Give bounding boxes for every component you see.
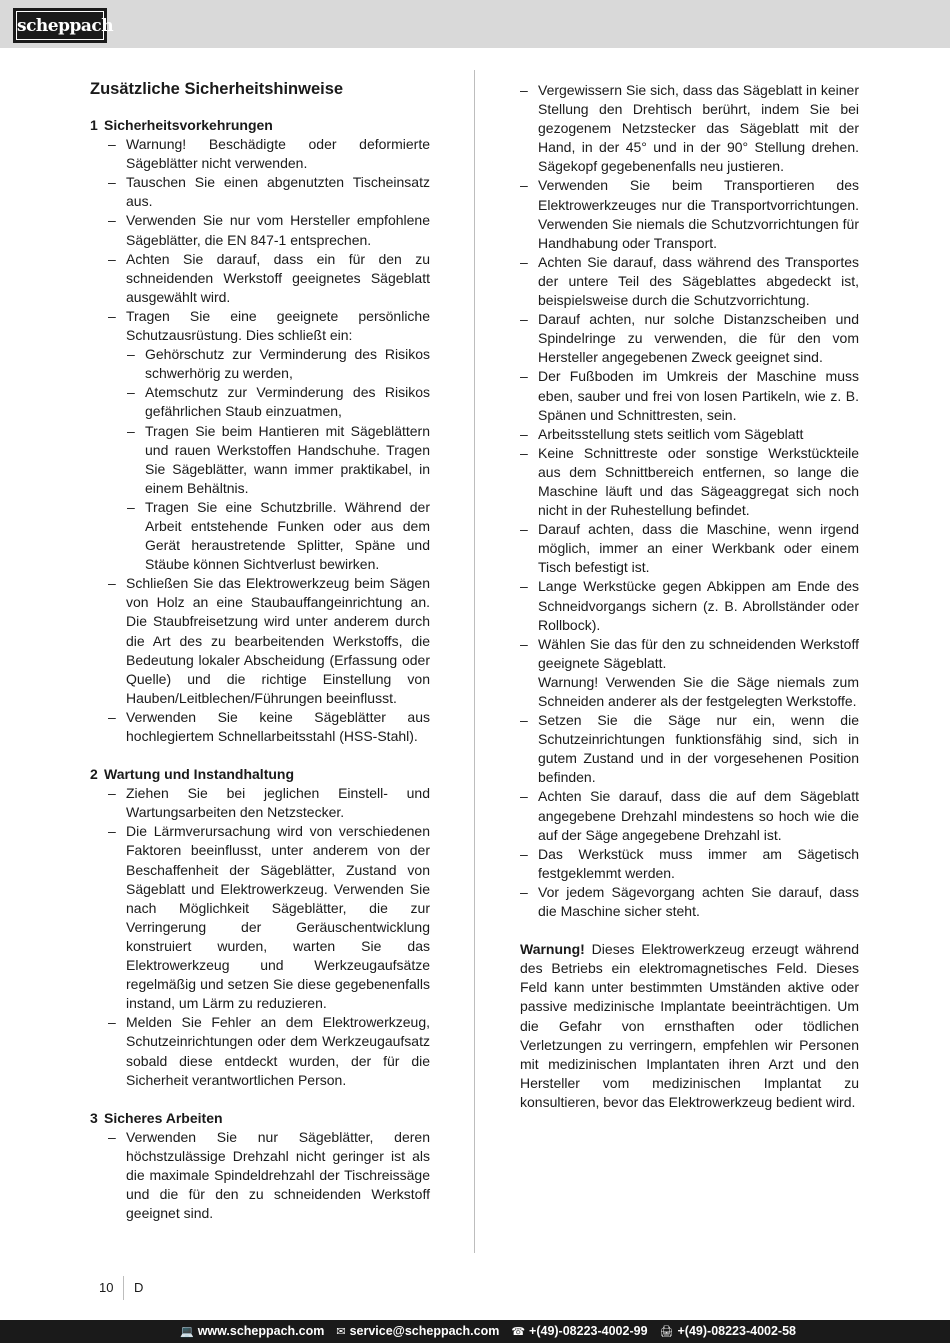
list-item	[90, 822, 430, 1013]
envelope-icon: ✉	[336, 1325, 346, 1338]
email-text: service@scheppach.com	[349, 1324, 500, 1338]
dash-bullet: –	[108, 174, 116, 191]
dash-bullet: –	[520, 883, 528, 900]
list-item	[520, 845, 859, 883]
phone-text: +(49)-08223-4002-99	[529, 1324, 648, 1338]
dash-bullet: –	[520, 425, 528, 442]
language-code: D	[134, 1280, 144, 1295]
section-title: Sicherheitsvorkehrungen	[104, 117, 273, 133]
list-item	[520, 81, 859, 176]
list-item-text: Die Lärmverursachung wird von verschiedenen Faktoren beeinflusst, unter anderem von der Beschaffenheit der Sägeblätter, Zustand von Sägeblatt und Elektrowerkzeug. Verwenden Sie nach Möglichkeit Sägeblätter, die zur Verringerung der Geräuschentwicklung konstruiert wurden, warten Sie das Elektrowerkzeug und Werkzeugaufsätze regelmäßig und setzen Sie diese gegebenenfalls instand, um Lärm zu reduzieren.	[126, 823, 430, 1012]
dash-bullet: –	[520, 82, 528, 98]
list-item	[90, 307, 430, 345]
sub-list-item	[90, 498, 430, 574]
section-number: 1	[90, 117, 98, 133]
list-item-text: Achten Sie darauf, dass während des Transportes der untere Teil des Sägeblattes abgedeckt ist, beispielsweise durch die Schutzvorrichtung.	[538, 253, 859, 309]
sub-list-item	[90, 345, 430, 383]
page-number: 10	[99, 1280, 114, 1295]
section	[90, 1109, 430, 1224]
footer-bar	[0, 1320, 950, 1343]
section	[90, 116, 430, 746]
dash-bullet: –	[520, 177, 528, 194]
footer-phone	[511, 1324, 647, 1338]
list-item	[520, 425, 859, 444]
section-heading	[90, 1109, 430, 1128]
dash-bullet: –	[108, 250, 116, 267]
section-heading	[90, 116, 430, 135]
list-item-text: Verwenden Sie beim Transportieren des Elektrowerkzeuges nur die Transportvorrichtungen. Verwenden Sie niemals die Schutzvorrichtungen für Handhabung oder Transport.	[538, 177, 859, 251]
sub-list-item	[90, 383, 430, 421]
dash-bullet: –	[108, 1128, 116, 1145]
dash-bullet: –	[520, 368, 528, 385]
dash-bullet: –	[108, 785, 116, 802]
list-item-text: Ziehen Sie bei jeglichen Einstell- und Wartungsarbeiten den Netzstecker.	[126, 785, 430, 821]
footer-email[interactable]	[336, 1324, 499, 1338]
list-item	[90, 173, 430, 211]
dash-bullet: –	[127, 346, 135, 363]
dash-bullet: –	[127, 384, 135, 401]
list-item	[90, 708, 430, 746]
dash-bullet: –	[520, 788, 528, 805]
list-item	[90, 211, 430, 249]
list-item	[520, 635, 859, 711]
sub-list-item	[90, 422, 430, 498]
list-item-text: Verwenden Sie nur Sägeblätter, deren höchstzulässige Drehzahl nicht geringer ist als die maximale Spindeldrehzahl der Tischreissäge und die für den zu schneidenden Werkstoff geeignet sind.	[126, 1128, 430, 1222]
section-heading	[90, 765, 430, 784]
dash-bullet: –	[520, 311, 528, 328]
dash-bullet: –	[108, 307, 116, 324]
dash-bullet: –	[520, 712, 528, 729]
list-item-text: Achten Sie darauf, dass ein für den zu schneidenden Werkstoff geeignetes Sägeblatt ausgewählt wird.	[126, 250, 430, 305]
list-item-text: Der Fußboden im Umkreis der Maschine muss eben, sauber und frei von losen Partikeln, wie z. B. Spänen und Schnittresten, sein.	[538, 368, 859, 423]
section-number: 3	[90, 1109, 98, 1126]
list-item	[90, 784, 430, 822]
dash-bullet: –	[108, 1014, 116, 1031]
dash-bullet: –	[127, 422, 135, 439]
list-item-text: Gehörschutz zur Verminderung des Risikos schwerhörig zu werden,	[145, 346, 430, 382]
warning-text: Dieses Elektrowerkzeug erzeugt während des Betriebs ein elektromagnetisches Feld. Dieses Feld kann unter bestimmten Umständen aktive oder passive medizinische Implantate beeinträchtigen. Um die Gefahr von ernsthaften oder tödlichen Verletzungen zu verringern, empfehlen wir Personen mit medizinischen Implantaten ihren Arzt und den Hersteller vom medizinischen Implantat zu konsultieren, bevor das Elektrowerkzeug bedient wird.	[520, 941, 859, 1110]
list-item-text: Schließen Sie das Elektrowerkzeug beim Sägen von Holz an eine Staubauffangeinrichtung an. Die Staubfreisetzung wird unter anderem durch die Art des zu bearbeitenden Werkstoffs, die Bedeutung lokaler Abscheidung (Erfassung oder Quelle) und die richtige Einstellung von Hauben/Leitblechen/Führungen beeinflusst.	[126, 575, 430, 706]
list-item	[90, 574, 430, 708]
list-item-text: Melden Sie Fehler an dem Elektrowerkzeug, Schutzeinrichtungen oder dem Werkzeugaufsatz sobald diese entdeckt wurden, der für die Sicherheit verantwortlichen Person.	[126, 1014, 430, 1088]
dash-bullet: –	[108, 708, 116, 725]
list-item-text: Tragen Sie eine Schutzbrille. Während der Arbeit entstehende Funken oder aus dem Gerät heraustretende Splitter, Späne und Stäube können Sichtverlust bewirken.	[145, 498, 430, 573]
list-item-text: Das Werkstück muss immer am Sägetisch festgeklemmt werden.	[538, 845, 859, 881]
left-column	[90, 78, 430, 1242]
dash-bullet: –	[108, 823, 116, 840]
footer-website[interactable]	[180, 1324, 324, 1338]
list-item	[520, 310, 859, 367]
page-title: Zusätzliche Sicherheitshinweise	[90, 80, 344, 98]
section-title: Sicheres Arbeiten	[104, 1109, 223, 1126]
list-item	[520, 520, 859, 577]
list-item-text: Verwenden Sie keine Sägeblätter aus hochlegiertem Schnellarbeitsstahl (HSS-Stahl).	[126, 708, 430, 744]
list-item-text: Vor jedem Sägevorgang achten Sie darauf, dass die Maschine sicher steht.	[538, 883, 859, 920]
computer-icon: 💻	[179, 1325, 194, 1338]
list-item-text: Arbeitsstellung stets seitlich vom Sägeblatt	[538, 425, 804, 442]
dash-bullet: –	[520, 253, 528, 270]
list-item	[90, 135, 430, 173]
list-item	[520, 176, 859, 252]
logo-text: scheppach	[16, 11, 104, 40]
right-items-list	[520, 81, 859, 921]
list-item	[520, 711, 859, 787]
dash-bullet: –	[520, 578, 528, 595]
dash-bullet: –	[108, 212, 116, 229]
dash-bullet: –	[127, 498, 135, 515]
footer-separator	[123, 1276, 124, 1300]
fax-icon: 🖨	[659, 1325, 674, 1338]
list-item-text: Darauf achten, nur solche Distanzscheiben und Spindelringe zu verwenden, die für den vom Hersteller angegebenen Zweck geeignet sind.	[538, 311, 859, 366]
list-item	[90, 1128, 430, 1223]
right-column	[520, 81, 859, 1112]
dash-bullet: –	[108, 575, 116, 592]
dash-bullet: –	[520, 521, 528, 538]
dash-bullet: –	[520, 444, 528, 461]
column-divider	[474, 70, 475, 1253]
scheppach-logo	[13, 8, 114, 43]
footer-contacts	[180, 1324, 796, 1338]
list-item	[520, 367, 859, 424]
list-item-text: Verwenden Sie nur vom Hersteller empfohlene Sägeblätter, die EN 847-1 entsprechen.	[126, 212, 430, 248]
list-item	[520, 787, 859, 844]
list-item-text: Atemschutz zur Verminderung des Risikos gefährlichen Staub einzuatmen,	[145, 384, 430, 420]
dash-bullet: –	[520, 845, 528, 862]
list-item-text: Lange Werkstücke gegen Abkippen am Ende des Schneidvorgangs sichern (z. B. Abrollständer oder Rollbock).	[538, 578, 859, 633]
list-item-text: Vergewissern Sie sich, dass das Sägeblatt in keiner Stellung den Drehtisch berührt, indem Sie bei gezogenem Netzstecker das Sägeblatt mit der Hand, in der 45° und in der 90° Stellung drehen. Sägekopf gegebenenfalls neu justieren.	[538, 82, 859, 175]
list-item	[90, 1013, 430, 1089]
list-item-text: Tragen Sie beim Hantieren mit Sägeblättern und rauen Werkstoffen Handschuhe. Tragen Sie Sägeblätter, wann immer praktikabel, in einem Behältnis.	[145, 422, 430, 496]
warning-label: Warnung!	[520, 941, 585, 958]
section	[90, 765, 430, 1090]
list-item-text: Setzen Sie die Säge nur ein, wenn die Schutzeinrichtungen funktionsfähig sind, sich in gutem Zustand und in der vorgesehenen Position befinden.	[538, 712, 859, 786]
dash-bullet: –	[520, 635, 528, 652]
website-text: www.scheppach.com	[197, 1324, 325, 1338]
list-item-text: Darauf achten, dass die Maschine, wenn irgend möglich, immer an einer Werkbank oder einem Tisch befestigt ist.	[538, 521, 859, 576]
list-item	[520, 883, 859, 921]
list-item	[90, 250, 430, 307]
list-item-text: Keine Schnittreste oder sonstige Werkstückteile aus dem Schnittbereich entfernen, so lange die Maschine läuft und das Sägeaggregat sich noch nicht in der Ruhestellung befindet.	[538, 444, 859, 519]
section-number: 2	[90, 766, 98, 783]
list-item	[520, 444, 859, 520]
phone-icon: ☎	[511, 1325, 526, 1338]
list-item-text: Tragen Sie eine geeignete persönliche Schutzausrüstung. Dies schließt ein:	[126, 307, 430, 344]
emf-warning-paragraph	[520, 940, 859, 1112]
list-item	[520, 577, 859, 634]
sections-container	[90, 116, 430, 1223]
list-item-text: Wählen Sie das für den zu schneidenden Werkstoff geeignete Sägeblatt. Warnung! Verwenden Sie die Säge niemals zum Schneiden anderer als der festgelegten Werkstoffe.	[538, 635, 859, 709]
list-item-text: Achten Sie darauf, dass die auf dem Sägeblatt angegebene Drehzahl mindestens so hoch wie die auf der Säge angegebene Drehzahl ist.	[538, 788, 859, 843]
list-item-text: Tauschen Sie einen abgenutzten Tischeinsatz aus.	[126, 174, 430, 210]
section-title: Wartung und Instandhaltung	[104, 766, 295, 783]
fax-text: +(49)-08223-4002-58	[677, 1324, 796, 1338]
list-item-text: Warnung! Beschädigte oder deformierte Sägeblätter nicht verwenden.	[126, 136, 430, 172]
dash-bullet: –	[108, 136, 116, 153]
list-item	[520, 253, 859, 310]
footer-fax	[660, 1324, 796, 1338]
header-bar	[0, 0, 950, 48]
